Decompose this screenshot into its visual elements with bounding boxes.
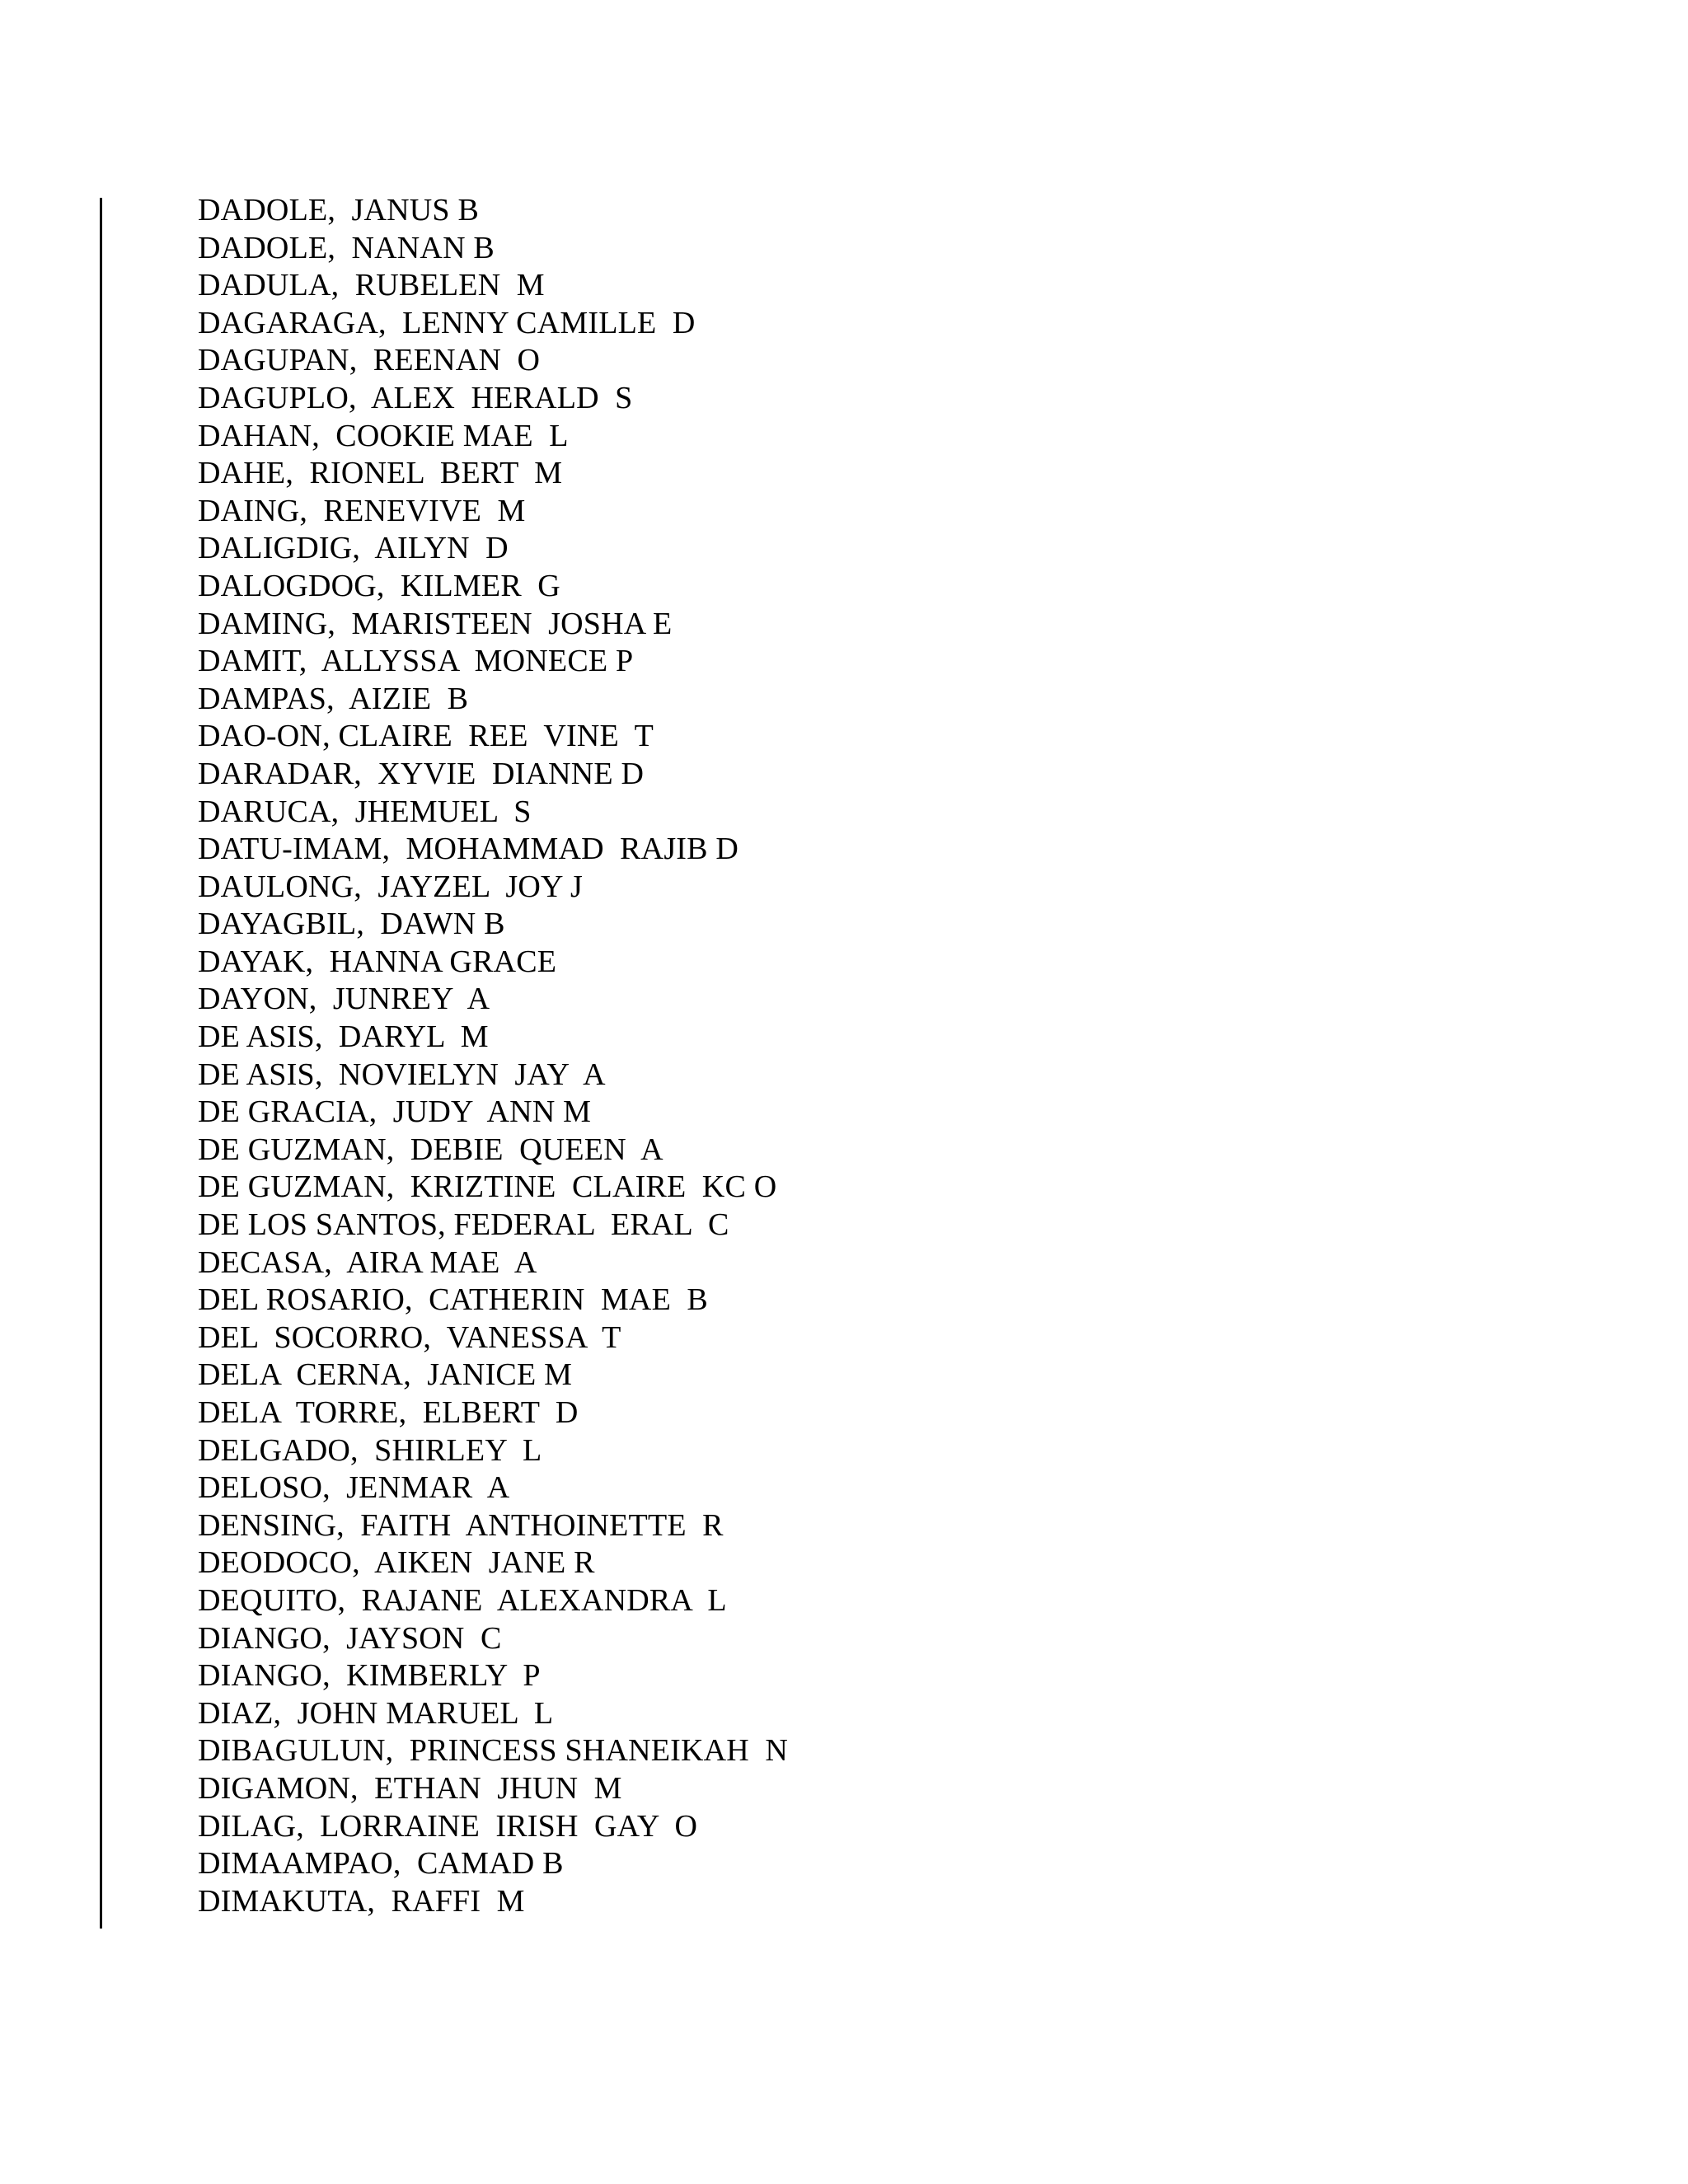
list-item: DE GUZMAN, DEBIE QUEEN A — [198, 1132, 663, 1167]
list-item: DAYON, JUNREY A — [198, 982, 490, 1017]
list-item: DELA TORRE, ELBERT D — [198, 1395, 579, 1430]
list-item: DIANGO, KIMBERLY P — [198, 1658, 541, 1694]
list-item: DE ASIS, NOVIELYN JAY A — [198, 1057, 606, 1092]
list-item: DAGUPAN, REENAN O — [198, 343, 541, 378]
list-item: DAHE, RIONEL BERT M — [198, 456, 563, 491]
list-item: DIMAKUTA, RAFFI M — [198, 1883, 525, 1919]
list-item: DAMING, MARISTEEN JOSHA E — [198, 606, 673, 641]
list-item: DEL SOCORRO, VANESSA T — [198, 1319, 621, 1355]
list-item: DALOGDOG, KILMER G — [198, 568, 560, 603]
list-item: DE GRACIA, JUDY ANN M — [198, 1094, 592, 1130]
list-item: DAING, RENEVIVE M — [198, 493, 526, 528]
list-item: DEQUITO, RAJANE ALEXANDRA L — [198, 1582, 727, 1618]
list-item: DIBAGULUN, PRINCESS SHANEIKAH N — [198, 1733, 788, 1769]
list-item: DELGADO, SHIRLEY L — [198, 1432, 542, 1468]
list-item: DECASA, AIRA MAE A — [198, 1244, 537, 1280]
list-item: DELOSO, JENMAR A — [198, 1470, 510, 1506]
list-item: DADULA, RUBELEN M — [198, 268, 545, 303]
list-item: DAMIT, ALLYSSA MONECE P — [198, 644, 634, 679]
list-item: DAHAN, COOKIE MAE L — [198, 418, 569, 453]
list-item: DENSING, FAITH ANTHOINETTE R — [198, 1507, 724, 1543]
list-item: DARUCA, JHEMUEL S — [198, 794, 532, 829]
list-item: DAGUPLO, ALEX HERALD S — [198, 380, 633, 415]
name-list — [198, 192, 788, 1920]
list-item: DALIGDIG, AILYN D — [198, 531, 509, 566]
list-item: DEODOCO, AIKEN JANE R — [198, 1545, 595, 1581]
list-item: DE GUZMAN, KRIZTINE CLAIRE KC O — [198, 1169, 777, 1205]
list-item: DARADAR, XYVIE DIANNE D — [198, 756, 645, 791]
list-item: DADOLE, JANUS B — [198, 193, 479, 227]
list-item: DAGARAGA, LENNY CAMILLE D — [198, 305, 696, 340]
list-item: DAMPAS, AIZIE B — [198, 681, 469, 716]
list-item: DAO-ON, CLAIRE REE VINE T — [198, 719, 654, 754]
list-item: DIAZ, JOHN MARUEL L — [198, 1695, 554, 1731]
list-item: DATU-IMAM, MOHAMMAD RAJIB D — [198, 832, 739, 867]
list-item: DIMAAMPAO, CAMAD B — [198, 1846, 564, 1882]
list-item: DILAG, LORRAINE IRISH GAY O — [198, 1808, 698, 1844]
list-item: DEL ROSARIO, CATHERIN MAE B — [198, 1282, 708, 1318]
list-item: DIGAMON, ETHAN JHUN M — [198, 1770, 622, 1806]
list-item: DE LOS SANTOS, FEDERAL ERAL C — [198, 1207, 729, 1243]
list-item: DADOLE, NANAN B — [198, 230, 495, 265]
list-item: DAULONG, JAYZEL JOY J — [198, 869, 583, 904]
list-item: DAYAK, HANNA GRACE — [198, 944, 557, 979]
list-item: DAYAGBIL, DAWN B — [198, 907, 505, 942]
list-item: DIANGO, JAYSON C — [198, 1620, 502, 1656]
list-item: DE ASIS, DARYL M — [198, 1019, 489, 1055]
list-item: DELA CERNA, JANICE M — [198, 1357, 573, 1393]
margin-change-bar — [100, 198, 102, 1929]
